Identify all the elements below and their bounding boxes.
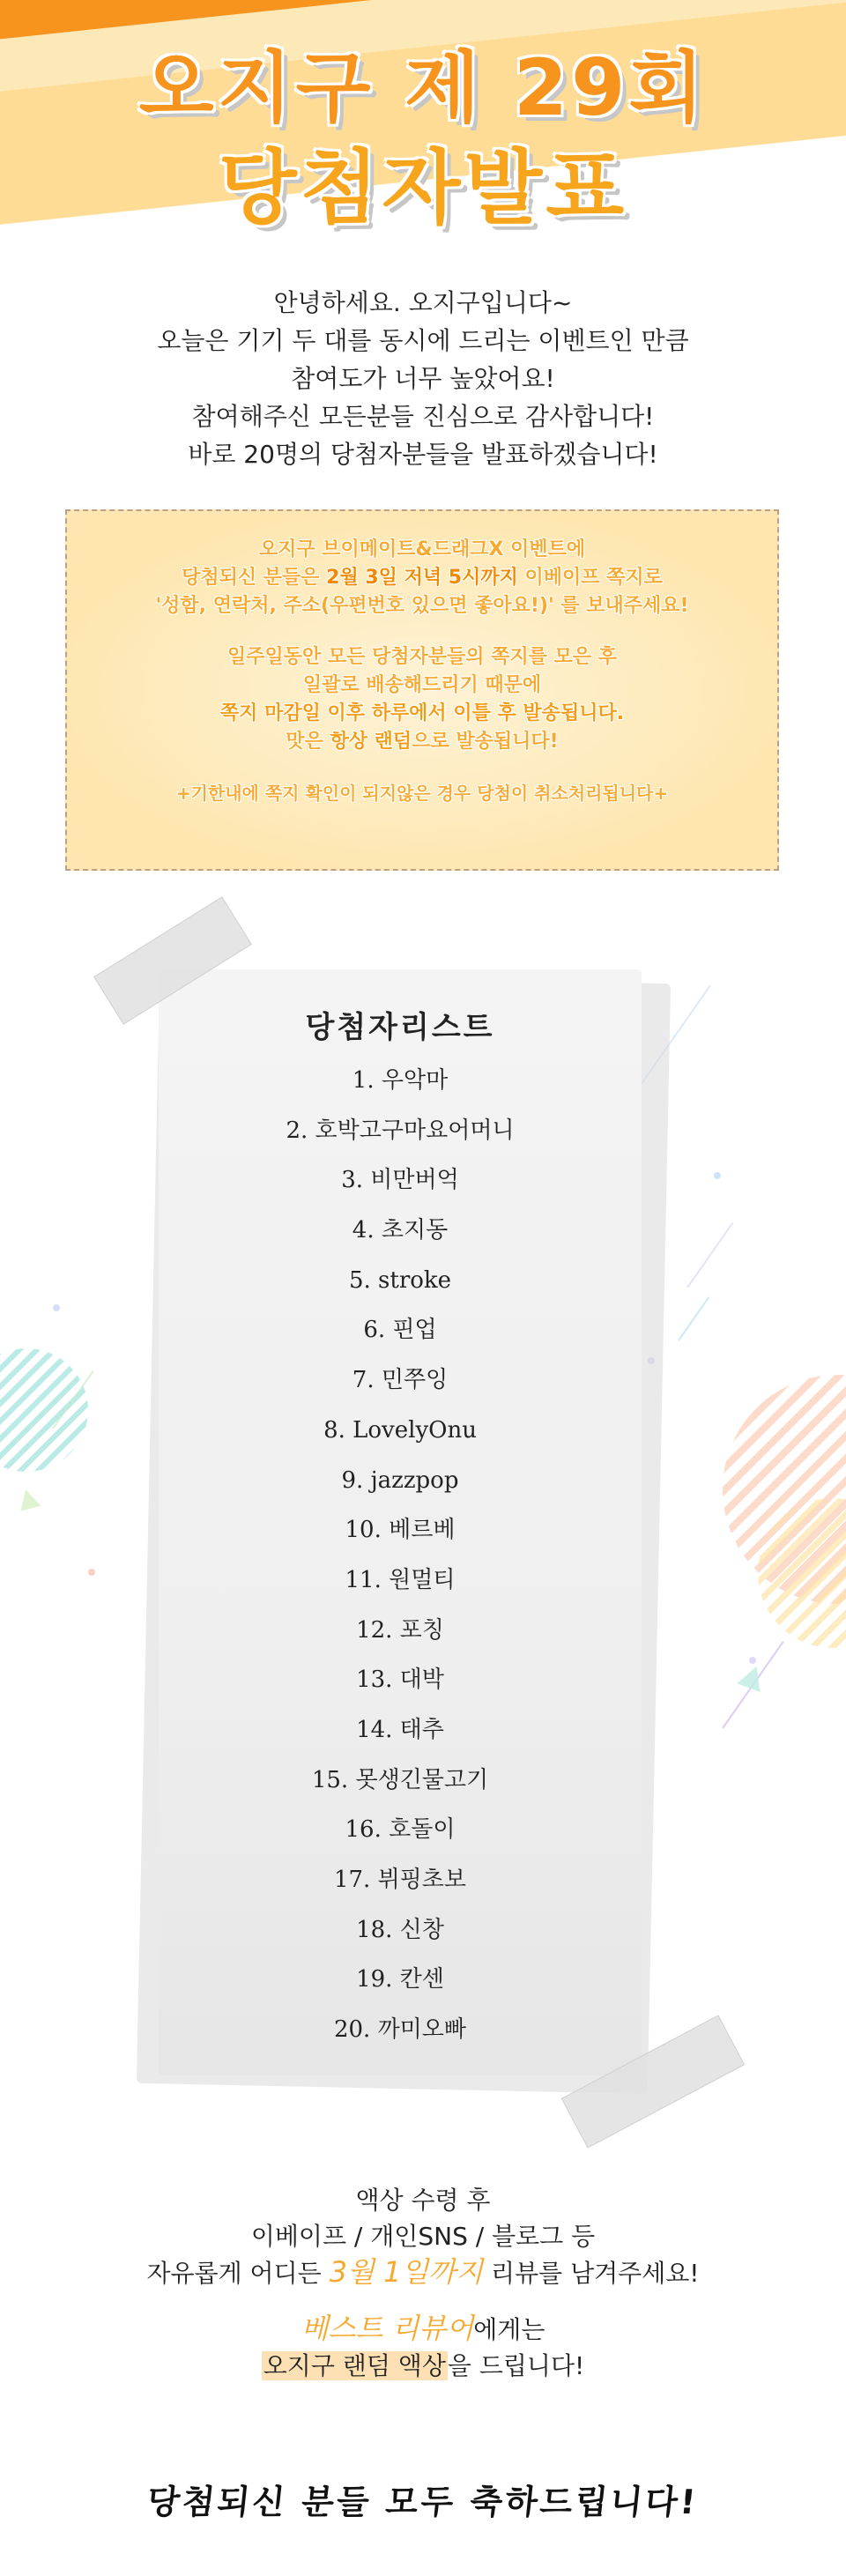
notice-box bbox=[65, 509, 779, 871]
notice-line: 일주일동안 모든 당첨자분들의 쪽지를 모은 후 bbox=[226, 646, 618, 668]
winner-item: 4. 초지동 bbox=[352, 1217, 449, 1244]
winner-item: 12. 포칭 bbox=[356, 1616, 444, 1644]
notice-line: 쪽지 마감일 이후 하루에서 이틀 후 발송됩니다. bbox=[219, 702, 625, 724]
decor-dot bbox=[714, 1172, 721, 1179]
intro-line: 참여해주신 모든분들 진심으로 감사합니다! bbox=[191, 402, 655, 431]
winner-item: 18. 신창 bbox=[356, 1916, 444, 1943]
notice-line: 당첨되신 분들은 2월 3일 저녁 5시까지 이베이프 쪽지로 bbox=[182, 567, 663, 589]
winner-item: 13. 대박 bbox=[356, 1667, 444, 1694]
winner-item: 17. 뷔핑초보 bbox=[333, 1867, 467, 1893]
notice-lines bbox=[67, 536, 777, 807]
notice-line: 맛은 항상 랜덤으로 발송됩니다! bbox=[286, 731, 559, 753]
review-deadline: 3월 1일까지 bbox=[329, 2255, 484, 2289]
winner-item: 6. 핀업 bbox=[363, 1317, 437, 1344]
decor-line bbox=[678, 1296, 709, 1340]
intro-line: 참여도가 너무 높았어요! bbox=[291, 364, 555, 393]
review-line: 자유롭게 어디든 3월 1일까지 리뷰를 남겨주세요! bbox=[146, 2255, 700, 2289]
review-line: 이베이프 / 개인SNS / 블로그 등 bbox=[250, 2222, 596, 2251]
review-line: 베스트 리뷰어에게는 bbox=[301, 2312, 545, 2345]
banner-title-line1: 오지구 제 29회 bbox=[138, 42, 708, 133]
intro-line: 안녕하세요. 오지구입니다~ bbox=[273, 288, 573, 317]
winner-item: 11. 원멀티 bbox=[345, 1566, 456, 1593]
intro-text bbox=[0, 284, 846, 473]
winner-item: 3. 비만버억 bbox=[341, 1167, 459, 1194]
winner-item: 5. stroke bbox=[348, 1266, 452, 1294]
winner-item: 20. 까미오빠 bbox=[333, 2016, 467, 2044]
winner-item: 2. 호박고구마요어머니 bbox=[286, 1117, 515, 1144]
review-line: 오지구 랜덤 액상을 드립니다! bbox=[263, 2351, 585, 2380]
decor-dot bbox=[53, 1304, 60, 1311]
winner-item: 9. jazzpop bbox=[341, 1466, 459, 1494]
winner-item: 10. 베르베 bbox=[345, 1517, 456, 1544]
decor-line bbox=[686, 1222, 733, 1288]
decor-circle-teal bbox=[0, 1348, 88, 1472]
winner-list-title: 당첨자리스트 bbox=[305, 1010, 495, 1045]
notice-line: 오지구 브이메이트&드래그X 이벤트에 bbox=[258, 538, 586, 560]
winner-item: 16. 호돌이 bbox=[345, 1816, 456, 1844]
best-reviewer: 베스트 리뷰어 bbox=[301, 2312, 474, 2345]
decor-dot bbox=[749, 1657, 756, 1664]
notice-line: 일괄로 배송해드리기 때문에 bbox=[302, 674, 542, 696]
winner-item: 7. 민쭈잉 bbox=[352, 1367, 449, 1394]
review-section bbox=[0, 2182, 846, 2384]
header-banner bbox=[0, 0, 846, 264]
notice-line: '성함, 연락처, 주소(우편번호 있으면 좋아요!)' 를 보내주세요! bbox=[155, 595, 689, 617]
winner-list bbox=[159, 1056, 642, 2055]
winner-item: 8. LovelyOnu bbox=[323, 1416, 477, 1444]
decor-triangle bbox=[16, 1487, 41, 1511]
banner-title-line2: 당첨자발표 bbox=[218, 141, 628, 235]
notice-warning: +기한내에 쪽지 확인이 되지않은 경우 당첨이 취소처리됩니다+ bbox=[175, 783, 669, 804]
decor-dot bbox=[88, 1569, 95, 1576]
random-liquid-prize: 오지구 랜덤 액상 bbox=[263, 2351, 446, 2380]
winner-item: 15. 못생긴물고기 bbox=[311, 1766, 489, 1793]
winner-item: 19. 칸센 bbox=[356, 1966, 444, 1993]
intro-line: 오늘은 기기 두 대를 동시에 드리는 이벤트인 만큼 bbox=[157, 326, 689, 355]
winner-item: 14. 태추 bbox=[356, 1716, 444, 1743]
review-line: 액상 수령 후 bbox=[355, 2186, 491, 2215]
intro-line: 바로 20명의 당첨자분들을 발표하겠습니다! bbox=[188, 440, 658, 469]
winner-item: 1. 우악마 bbox=[352, 1067, 449, 1094]
congrats-message: 당첨되신 분들 모두 축하드립니다! bbox=[145, 2483, 701, 2521]
